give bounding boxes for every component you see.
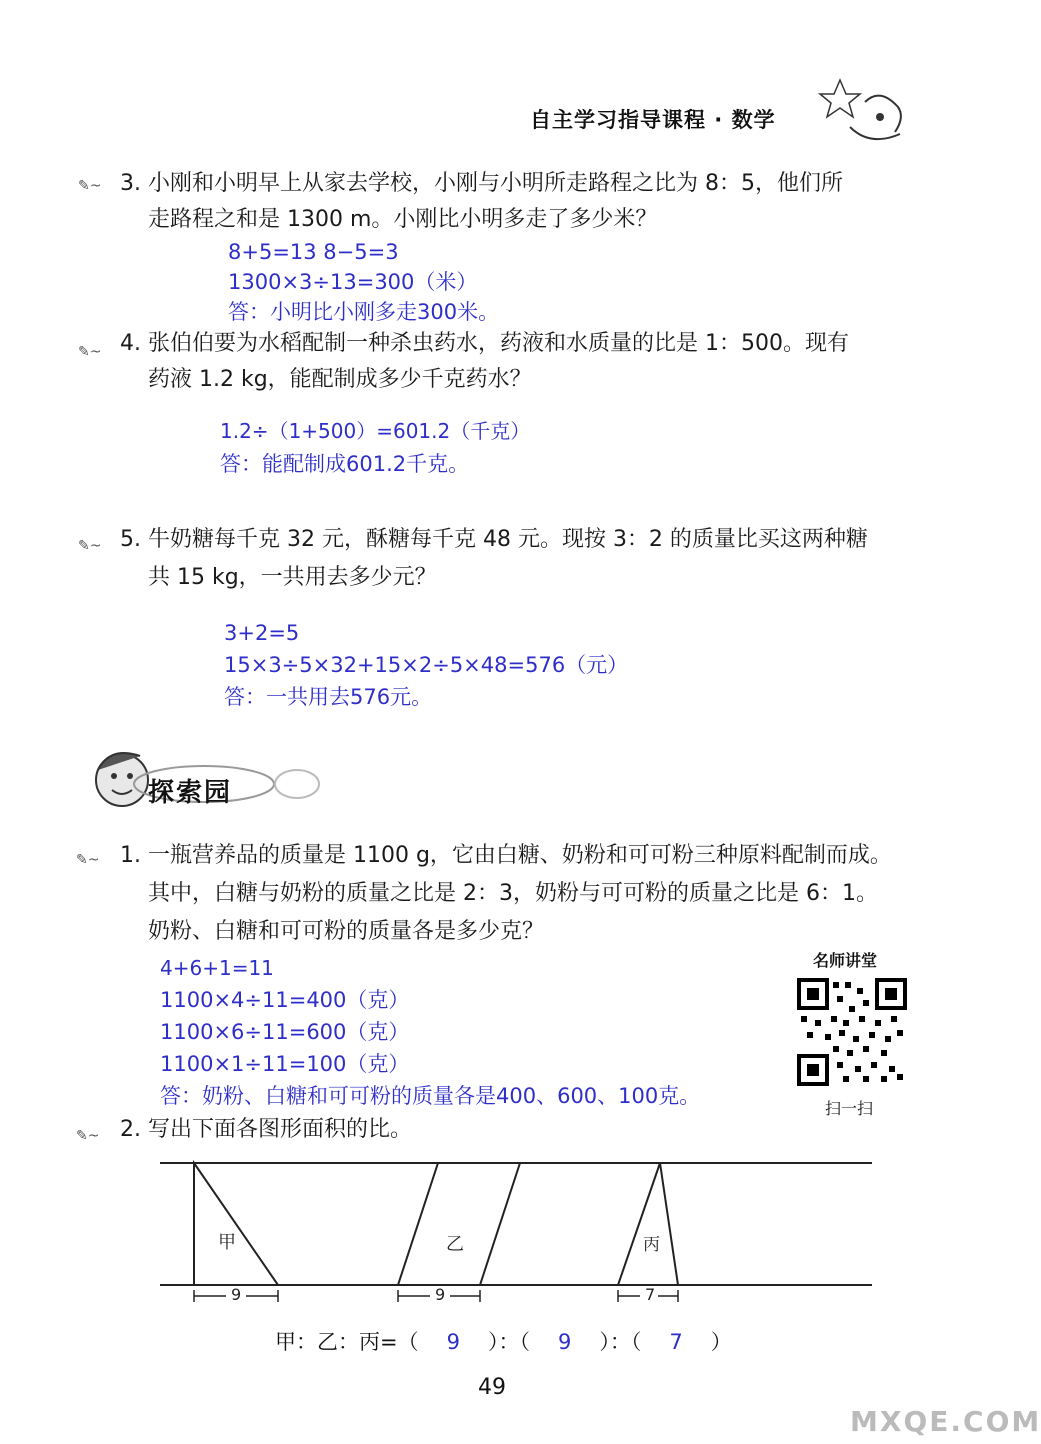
explore-q1-line3: 奶粉、白糖和可可粉的质量各是多少克？ xyxy=(148,919,545,944)
explore-q1-answer-5: 答：奶粉、白糖和可可粉的质量各是400、600、100克。 xyxy=(160,1084,701,1108)
q4-answer-1: 1.2÷（1+500）=601.2（千克） xyxy=(220,419,531,443)
explore-q2-line1: 2. 写出下面各图形面积的比。 xyxy=(120,1117,412,1142)
pencil-icon: ✎~ xyxy=(78,538,102,554)
pencil-icon: ✎~ xyxy=(76,1128,100,1144)
qr-title: 名师讲堂 xyxy=(813,951,878,970)
q5-line2: 共 15 kg，一共用去多少元？ xyxy=(148,565,437,590)
q4-answer-2: 答：能配制成601.2千克。 xyxy=(220,452,470,476)
label-b: 乙 xyxy=(446,1234,464,1255)
triangle-c xyxy=(618,1163,678,1285)
q3-line2: 走路程之和是 1300 m。小刚比小明多走了多少米？ xyxy=(148,207,658,232)
ratio-answer xyxy=(275,1326,732,1356)
explore-q1-line1: 1. 一瓶营养品的质量是 1100 g，它由白糖、奶粉和可可粉三种原料配制而成。 xyxy=(120,843,892,868)
pencil-icon: ✎~ xyxy=(76,852,100,868)
parallelogram-b xyxy=(398,1163,520,1285)
triangle-a xyxy=(194,1163,278,1285)
dim-b: 9 xyxy=(435,1285,446,1304)
ratio-value-b: 9 xyxy=(557,1330,572,1354)
label-a: 甲 xyxy=(218,1232,236,1253)
explore-q1-answer-3: 1100×6÷11=600（克） xyxy=(160,1020,410,1044)
ratio-value-a: 9 xyxy=(446,1330,460,1354)
qr-scan-label: 扫一扫 xyxy=(825,1099,874,1118)
ratio-value-c: 7 xyxy=(669,1330,683,1354)
q5-answer-1: 3+2=5 xyxy=(224,621,300,645)
q4-line1: 4. 张伯伯要为水稻配制一种杀虫药水，药液和水质量的比是 1：500。现有 xyxy=(120,331,849,356)
ratio-sep-2: ）：（ xyxy=(599,1330,642,1354)
q5-answer-3: 答：一共用去576元。 xyxy=(224,685,433,709)
area-figures-diagram xyxy=(150,1150,880,1310)
q5-answer-2: 15×3÷5×32+15×2÷5×48=576（元） xyxy=(224,653,629,677)
dim-c: 7 xyxy=(645,1285,656,1304)
q4-line2: 药液 1.2 kg，能配制成多少千克药水？ xyxy=(148,367,532,392)
pencil-icon: ✎~ xyxy=(78,178,102,194)
explore-q1-answer-2: 1100×4÷11=400（克） xyxy=(160,988,410,1012)
qr-code-icon[interactable] xyxy=(797,978,907,1086)
section-title: 探索园 xyxy=(148,778,233,808)
ratio-sep-1: ）：（ xyxy=(487,1330,530,1354)
page-number: 49 xyxy=(478,1375,506,1400)
q3-answer-2: 1300×3÷13=300（米） xyxy=(228,270,478,294)
q3-answer-1: 8+5=13 8−5=3 xyxy=(228,240,399,264)
explore-q1-answer-4: 1100×1÷11=100（克） xyxy=(160,1052,410,1076)
dim-a: 9 xyxy=(231,1285,242,1304)
q5-line1: 5. 牛奶糖每千克 32 元，酥糖每千克 48 元。现按 3：2 的质量比买这两种糖 xyxy=(120,527,868,552)
ratio-label: 甲：乙：丙=（ xyxy=(275,1330,419,1354)
q3-line1: 3. 小刚和小明早上从家去学校，小刚与小明所走路程之比为 8：5，他们所 xyxy=(120,171,843,196)
watermark-text: MXQE.COM xyxy=(850,1405,1041,1438)
star-decoration-icon xyxy=(810,72,920,157)
pencil-icon: ✎~ xyxy=(78,344,102,360)
explore-q1-answer-1: 4+6+1=11 xyxy=(160,956,274,980)
explore-q1-line2: 其中，白糖与奶粉的质量之比是 2：3，奶粉与可可粉的质量之比是 6：1。 xyxy=(148,881,878,906)
page-header-title: 自主学习指导课程 · 数学 xyxy=(530,108,776,132)
ratio-end: ） xyxy=(710,1330,732,1354)
label-c: 丙 xyxy=(643,1235,660,1255)
q3-answer-3: 答：小明比小刚多走300米。 xyxy=(228,300,500,324)
